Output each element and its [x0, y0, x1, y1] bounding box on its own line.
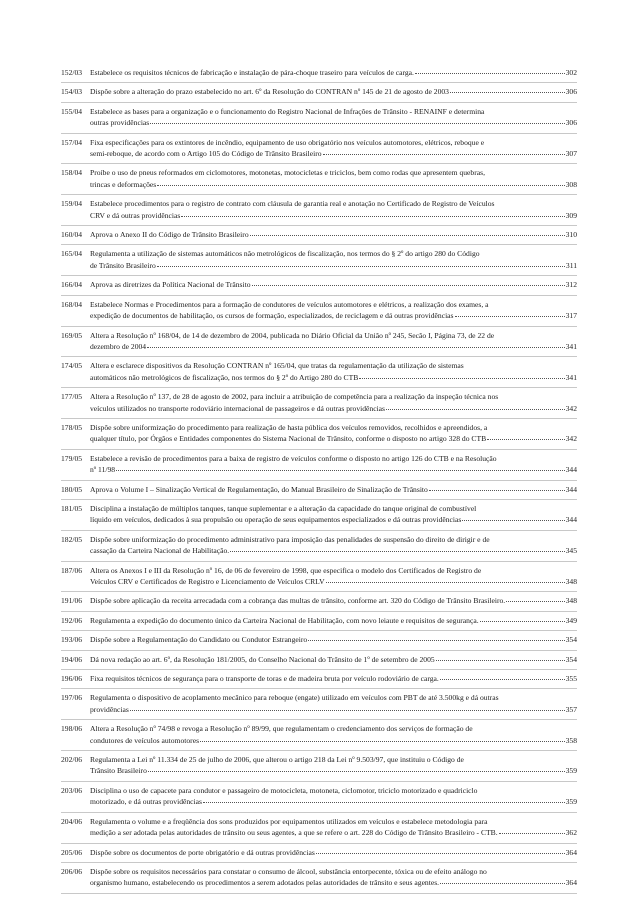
entry-text-line: CRV e dá outras providências: [90, 210, 181, 220]
page-number: 310: [565, 230, 577, 240]
dot-leader: [386, 409, 565, 410]
page-number: 344: [565, 515, 577, 525]
dot-leader: [230, 551, 564, 552]
entry-last-line: [90, 634, 577, 645]
dot-leader: [326, 582, 565, 583]
entry-text-line: Dispõe sobre os documentos de porte obrigatório e dá outras providências: [90, 847, 315, 857]
page-number: 342: [565, 403, 577, 413]
page-number: 317: [565, 311, 577, 321]
entry-text-line: semi-reboque, de acordo com o Artigo 105 do Código de Trânsito Brasileiro: [90, 149, 322, 159]
entry-description: [90, 422, 577, 445]
dot-leader: [480, 621, 565, 622]
entry-description: [90, 484, 577, 495]
entry-text-line: Altera e esclarece dispositivos da Resolução CONTRAN nº 165/04, que tratas da regulamentação da utilização de sistemas: [90, 361, 464, 371]
entry-text-line: motorizado, e dá outras providências: [90, 797, 202, 807]
entry-text-line: providências: [90, 704, 129, 714]
entry-description: [90, 847, 577, 858]
entry-last-line: [90, 796, 577, 807]
resolution-number: 169/05: [61, 330, 83, 340]
toc-entry: [61, 83, 577, 102]
entry-last-line: [90, 615, 577, 626]
entry-text-line: Altera a Resolução nº 74/98 e revoga a Resolução nº 89/99, que regulamentam o credenciamento dos serviços de formação de: [90, 724, 473, 734]
entry-description: [90, 723, 577, 746]
entry-text-line: Proíbe o uso de pneus reformados em ciclomotores, motonetas, motocicletas e triciclos, bem como rodas que apresentem quebras,: [90, 168, 485, 178]
entry-description: [90, 565, 577, 588]
resolution-number: 196/06: [61, 674, 83, 684]
entry-description: [90, 673, 577, 684]
entry-text-line: Dispõe sobre a Regulamentação do Candidato ou Condutor Estrangeiro: [90, 635, 308, 645]
entry-text-line: expedição de documentos de habilitação, os cursos de formação, especializados, de reciclagem e dá outras providências: [90, 311, 454, 321]
dot-leader: [150, 123, 564, 124]
entry-last-line: [90, 179, 577, 190]
resolution-number: 152/03: [61, 68, 83, 77]
dot-leader: [415, 73, 565, 74]
entry-text-line: Dispõe sobre uniformização do procedimento administrativo para imposição das penalidades de suspensão do direito de dirigir e de: [90, 534, 490, 544]
entry-text-line: Dá nova redação ao art. 6º, da Resolução 181/2005, do Conselho Nacional do Trânsito de 1º de setembro de 2005: [90, 654, 435, 664]
entry-last-line: [90, 210, 577, 221]
entry-description: [90, 615, 577, 626]
entry-description: [90, 534, 577, 557]
entry-text-line: Fixa especificações para os extintores de incêndio, equipamento de uso obrigatório nos veículos automotores, elétricos, reboque e: [90, 137, 485, 147]
toc-entry: [61, 631, 577, 650]
toc-entry: [61, 751, 577, 782]
page-number: 341: [565, 372, 577, 382]
entry-last-line: [90, 654, 577, 665]
entry-last-line: [90, 433, 577, 444]
entry-text-line: líquido em veículos, dedicados à sua propulsão ou operação de seus equipamentos especializados e dá outras providências: [90, 515, 462, 525]
entry-text-line: Dispõe sobre uniformização do procedimento para realização de hasta pública dos veículos removidos, recolhidos e apreendidos, a: [90, 422, 488, 432]
entry-text-line: Altera os Anexos I e III da Resolução nº 16, de 06 de fevereiro de 1998, que especifica o modelo dos Certificados de Registro de: [90, 565, 482, 575]
dot-leader: [455, 316, 565, 317]
entry-text-line: dezembro de 2004: [90, 341, 147, 351]
resolution-number: 205/06: [61, 847, 83, 857]
dot-leader: [130, 710, 565, 711]
dot-leader: [200, 741, 565, 742]
dot-leader: [506, 601, 564, 602]
toc-entry: [61, 195, 577, 226]
entry-text-line: organismo humano, estabelecendo os procedimentos a serem adotados pelas autoridades de trânsito e seus agentes.: [90, 878, 440, 888]
resolution-number: 192/06: [61, 615, 83, 625]
entry-last-line: [90, 372, 577, 383]
page-number: 357: [565, 704, 577, 714]
entry-last-line: [90, 576, 577, 587]
toc-entry: [61, 296, 577, 327]
dot-leader: [250, 235, 565, 236]
toc-entry: [61, 450, 577, 481]
toc-entry: [61, 276, 577, 295]
page-number: 307: [565, 149, 577, 159]
resolution-number: 204/06: [61, 816, 83, 826]
toc-entry: [61, 782, 577, 813]
entry-last-line: [90, 260, 577, 271]
entry-last-line: [90, 341, 577, 352]
entry-last-line: [90, 545, 577, 556]
dot-leader: [440, 883, 565, 884]
entry-description: [90, 198, 577, 221]
resolution-number: 159/04: [61, 199, 83, 209]
table-of-contents: [61, 64, 577, 894]
entry-last-line: [90, 148, 577, 159]
resolution-number: 177/05: [61, 392, 83, 402]
resolution-number: 165/04: [61, 249, 83, 259]
resolution-number: 193/06: [61, 635, 83, 645]
entry-description: [90, 453, 577, 476]
toc-entry: [61, 245, 577, 276]
toc-entry: [61, 813, 577, 844]
entry-text-line: Estabelece a revisão de procedimentos para a baixa de registro de veículos conforme o disposto no artigo 126 do CTB e na Resolução: [90, 453, 497, 463]
page-number: 348: [565, 596, 577, 606]
entry-description: [90, 785, 577, 808]
entry-description: [90, 391, 577, 414]
toc-entry: [61, 226, 577, 245]
page-number: 302: [565, 68, 577, 77]
page-number: 349: [565, 615, 577, 625]
entry-description: [90, 866, 577, 889]
entry-last-line: [90, 827, 577, 838]
resolution-number: 197/06: [61, 693, 83, 703]
dot-leader: [116, 470, 565, 471]
entry-text-line: Regulamenta o volume e a freqüência dos sons produzidos por equipamentos utilizados em veículos e estabelece metodologia para: [90, 816, 488, 826]
entry-last-line: [90, 704, 577, 715]
entry-text-line: condutores de veículos automotores: [90, 735, 200, 745]
page-number: 358: [565, 735, 577, 745]
entry-last-line: [90, 673, 577, 684]
entry-last-line: [90, 464, 577, 475]
entry-last-line: [90, 514, 577, 525]
page-number: 359: [565, 797, 577, 807]
entry-description: [90, 360, 577, 383]
entry-text-line: cassação da Carteira Nacional de Habilitação.: [90, 546, 230, 556]
dot-leader: [147, 347, 565, 348]
entry-last-line: [90, 877, 577, 888]
entry-text-line: Altera a Resolução nº 168/04, de 14 de dezembro de 2004, publicada no Diário Oficial da União nº 245, Secão I, Página 73, de 22 de: [90, 330, 495, 340]
resolution-number: 158/04: [61, 168, 83, 178]
entry-description: [90, 229, 577, 240]
entry-description: [90, 754, 577, 777]
entry-description: [90, 595, 577, 606]
entry-text-line: Aprova o Volume I – Sinalização Vertical de Regulamentação, do Manual Brasileiro de Sinalização de Trânsito: [90, 484, 428, 494]
toc-entry: [61, 670, 577, 689]
page-number: 344: [565, 465, 577, 475]
dot-leader: [252, 285, 565, 286]
page-number: 354: [565, 635, 577, 645]
entry-text-line: Altera a Resolução nº 137, de 28 de agosto de 2002, para incluir a atribuição de competência para a realização da inspeção técnica nos: [90, 392, 499, 402]
entry-text-line: Disciplina o uso de capacete para condutor e passageiro de motocicleta, motoneta, ciclomotor, triciclo motorizado e quadriciclo: [90, 785, 478, 795]
entry-last-line: [90, 279, 577, 290]
toc-entry: [61, 419, 577, 450]
page-number: 354: [565, 654, 577, 664]
toc-entry: [61, 481, 577, 500]
entry-last-line: [90, 847, 577, 858]
page-number: 364: [565, 878, 577, 888]
entry-text-line: de Trânsito Brasileiro: [90, 260, 156, 270]
toc-entry: [61, 612, 577, 631]
entry-text-line: qualquer título, por Órgãos e Entidades componentes do Sistema Nacional de Trânsito, conforme o disposto no artigo 328 do CTB: [90, 434, 487, 444]
page-number: 362: [565, 828, 577, 838]
dot-leader: [148, 771, 565, 772]
entry-description: [90, 137, 577, 160]
entry-text-line: Veículos CRV e Certificados de Registro e Licenciamento de Veículos CRLV: [90, 577, 325, 586]
entry-text-line: Estabelece as bases para a organização e o funcionamento do Registro Nacional de Infrações de Trânsito - RENAINF e determina: [90, 106, 485, 116]
entry-text-line: Regulamenta a Lei nº 11.334 de 25 de julho de 2006, que alterou o artigo 218 da Lei nº 9.503/97, que instituiu o Código de: [90, 755, 464, 765]
resolution-number: 166/04: [61, 280, 83, 290]
dot-leader: [440, 679, 565, 680]
page-number: 311: [565, 260, 577, 270]
entry-text-line: outras providências: [90, 118, 150, 128]
dot-leader: [157, 266, 565, 267]
resolution-number: 198/06: [61, 724, 83, 734]
toc-entry: [61, 164, 577, 195]
entry-text-line: Estabelece os requisitos técnicos de fabricação e instalação de pára-choque traseiro para veículos de carga.: [90, 68, 414, 77]
entry-last-line: [90, 484, 577, 495]
entry-description: [90, 503, 577, 526]
page-number: 306: [565, 87, 577, 97]
entry-description: [90, 67, 577, 78]
page-number: 341: [565, 341, 577, 351]
page-number: 306: [565, 118, 577, 128]
dot-leader: [316, 853, 565, 854]
entry-last-line: [90, 117, 577, 128]
entry-text-line: Aprova as diretrizes da Política Nacional de Trânsito: [90, 280, 251, 290]
toc-entry: [61, 689, 577, 720]
resolution-number: 180/05: [61, 484, 83, 494]
toc-entry: [61, 531, 577, 562]
entry-text-line: automáticos não metrológicos de fiscalização, nos termos do § 2º do Artigo 280 do CTB: [90, 372, 359, 382]
resolution-number: 203/06: [61, 785, 83, 795]
entry-last-line: [90, 86, 577, 97]
entry-last-line: [90, 67, 577, 78]
entry-description: [90, 330, 577, 353]
toc-entry: [61, 134, 577, 165]
resolution-number: 154/03: [61, 87, 83, 97]
toc-entry: [61, 103, 577, 134]
resolution-number: 178/05: [61, 422, 83, 432]
entry-text-line: Dispõe sobre aplicação da receita arrecadada com a cobrança das multas de trânsito, conforme art. 320 do Código de Trânsito Brasileiro.: [90, 596, 506, 606]
entry-text-line: medição a ser adotada pelas autoridades de trânsito ou seus agentes, a que se refere o art. 228 do Código de Trânsito Brasileiro - CTB.: [90, 828, 498, 838]
page-number: 355: [565, 674, 577, 684]
resolution-number: 206/06: [61, 866, 83, 876]
entry-text-line: Estabelece Normas e Procedimentos para a formação de condutores de veículos automotores e elétricos, a realização dos exames, a: [90, 299, 489, 309]
entry-description: [90, 299, 577, 322]
resolution-number: 182/05: [61, 534, 83, 544]
dot-leader: [499, 833, 565, 834]
dot-leader: [462, 520, 564, 521]
entry-last-line: [90, 310, 577, 321]
resolution-number: 155/04: [61, 106, 83, 116]
toc-entry: [61, 844, 577, 863]
page-number: 344: [565, 484, 577, 494]
page-number: 309: [565, 210, 577, 220]
dot-leader: [359, 378, 564, 379]
entry-text-line: Aprova o Anexo II do Código de Trânsito Brasileiro: [90, 230, 249, 240]
resolution-number: 160/04: [61, 230, 83, 240]
toc-entry: [61, 562, 577, 593]
dot-leader: [181, 216, 564, 217]
resolution-number: 181/05: [61, 503, 83, 513]
entry-description: [90, 248, 577, 271]
dot-leader: [308, 640, 564, 641]
dot-leader: [487, 439, 564, 440]
toc-entry: [61, 863, 577, 894]
page-number: 359: [565, 766, 577, 776]
entry-description: [90, 692, 577, 715]
page-number: 342: [565, 434, 577, 444]
entry-text-line: Dispõe sobre a alteração do prazo estabelecido no art. 6º da Resolução do CONTRAN nº 145 de 21 de agosto de 2003: [90, 87, 449, 97]
resolution-number: 194/06: [61, 654, 83, 664]
entry-last-line: [90, 229, 577, 240]
entry-description: [90, 279, 577, 290]
dot-leader: [429, 490, 565, 491]
resolution-number: 202/06: [61, 755, 83, 765]
page-number: 308: [565, 179, 577, 189]
dot-leader: [436, 660, 565, 661]
resolution-number: 179/05: [61, 453, 83, 463]
entry-last-line: [90, 595, 577, 606]
entry-text-line: nº 11/98: [90, 465, 116, 475]
resolution-number: 191/06: [61, 596, 83, 606]
entry-last-line: [90, 735, 577, 746]
page-number: 312: [565, 280, 577, 290]
page-number: 348: [565, 577, 577, 586]
entry-text-line: Fixa requisitos técnicos de segurança para o transporte de toras e de madeira bruta por veículo rodoviário de carga.: [90, 674, 439, 684]
toc-entry: [61, 64, 577, 83]
entry-text-line: Dispõe sobre os requisitos necessários para constatar o consumo de álcool, substância entorpecente, tóxica ou de efeito análogo no: [90, 866, 487, 876]
entry-description: [90, 106, 577, 129]
entry-text-line: Regulamenta a utilização de sistemas automáticos não metrológicos de fiscalização, nos termos do § 2º do artigo 280 do Código: [90, 249, 480, 259]
entry-text-line: Estabelece procedimentos para o registro de contrato com cláusula de garantia real e anotação no Certificado de Registro de Veículos: [90, 199, 495, 209]
resolution-number: 174/05: [61, 361, 83, 371]
entry-description: [90, 167, 577, 190]
dot-leader: [323, 154, 565, 155]
entry-text-line: Trânsito Brasileiro: [90, 766, 147, 776]
toc-entry: [61, 651, 577, 670]
toc-entry: [61, 327, 577, 358]
dot-leader: [157, 185, 564, 186]
entry-last-line: [90, 403, 577, 414]
toc-entry: [61, 592, 577, 611]
page-number: 364: [565, 847, 577, 857]
entry-text-line: Regulamenta o dispositivo de acoplamento mecânico para reboque (engate) utilizado em veículos com PBT de até 3.500kg e dá outras: [90, 693, 499, 703]
page-number: 345: [565, 546, 577, 556]
toc-entry: [61, 388, 577, 419]
entry-text-line: trincas e deformações: [90, 179, 157, 189]
toc-entry: [61, 720, 577, 751]
entry-text-line: veículos utilizados no transporte rodoviário internacional de passageiros e dá outras providências: [90, 403, 386, 413]
entry-description: [90, 816, 577, 839]
entry-description: [90, 654, 577, 665]
resolution-number: 168/04: [61, 299, 83, 309]
entry-description: [90, 634, 577, 645]
toc-entry: [61, 500, 577, 531]
resolution-number: 187/06: [61, 565, 83, 575]
entry-last-line: [90, 765, 577, 776]
dot-leader: [203, 802, 565, 803]
entry-text-line: Disciplina a instalação de múltiplos tanques, tanque suplementar e a alteração da capacidade do tanque original de combustível: [90, 503, 477, 513]
toc-entry: [61, 357, 577, 388]
dot-leader: [450, 92, 565, 93]
entry-description: [90, 86, 577, 97]
resolution-number: 157/04: [61, 137, 83, 147]
entry-text-line: Regulamenta a expedição do documento único da Carteira Nacional de Habilitação, com novo leiaute e requisitos de segurança.: [90, 615, 479, 625]
